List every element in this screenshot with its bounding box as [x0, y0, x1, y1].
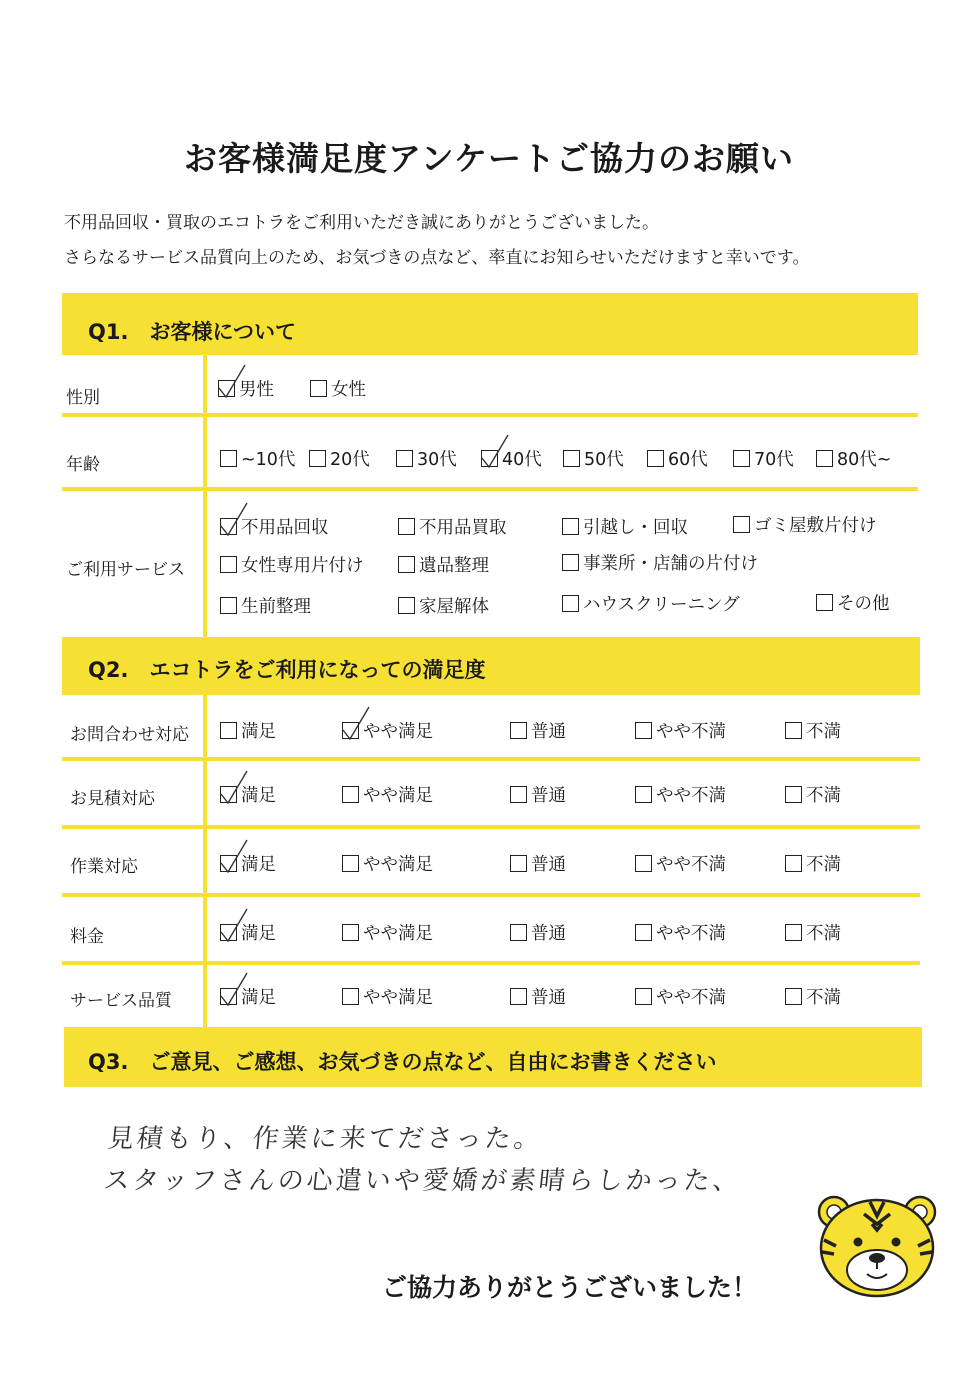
checked-checkbox-icon[interactable]	[220, 786, 237, 803]
option-label: やや満足	[363, 786, 433, 806]
option-label: 普通	[531, 786, 566, 806]
option-label: やや満足	[363, 722, 433, 742]
satisfaction-option[interactable]	[785, 782, 841, 807]
checkbox-icon[interactable]	[562, 554, 579, 571]
option-label: 不満	[806, 786, 841, 806]
age-label: 年齢	[66, 455, 100, 475]
option-label: 家屋解体	[419, 597, 489, 617]
checked-checkbox-icon[interactable]	[481, 450, 498, 467]
checkbox-icon[interactable]	[220, 722, 237, 739]
checkbox-icon[interactable]	[310, 380, 327, 397]
checkbox-icon[interactable]	[342, 786, 359, 803]
option-label: やや満足	[363, 988, 433, 1008]
option-label: 普通	[531, 988, 566, 1008]
age-option[interactable]	[220, 446, 295, 471]
age-option[interactable]	[481, 446, 542, 471]
checkbox-icon[interactable]	[342, 855, 359, 872]
option-label: ~10代	[241, 450, 296, 470]
checkbox-icon[interactable]	[733, 516, 750, 533]
satisfaction-option[interactable]	[342, 782, 433, 807]
service-option[interactable]	[398, 514, 507, 539]
option-label: 30代	[417, 450, 457, 470]
option-label: 事業所・店舗の片付け	[583, 554, 758, 574]
option-label: 80代~	[837, 450, 892, 470]
age-option[interactable]	[733, 446, 794, 471]
option-label: 普通	[531, 855, 566, 875]
checked-checkbox-icon[interactable]	[220, 924, 237, 941]
satisfaction-option[interactable]	[510, 920, 566, 945]
option-label: 満足	[241, 722, 276, 742]
satisfaction-option[interactable]	[635, 851, 726, 876]
checkbox-icon[interactable]	[635, 924, 652, 941]
option-label: 不満	[806, 988, 841, 1008]
service-option[interactable]	[816, 590, 890, 615]
divider	[62, 961, 920, 965]
option-label: やや不満	[656, 855, 726, 875]
option-label: 生前整理	[241, 597, 311, 617]
service-option[interactable]	[220, 593, 311, 618]
option-label: ハウスクリーニング	[583, 595, 740, 615]
checkbox-icon[interactable]	[635, 855, 652, 872]
satisfaction-row-label: お問合わせ対応	[70, 725, 189, 745]
satisfaction-row-label: 料金	[70, 927, 104, 947]
checkbox-icon[interactable]	[785, 855, 802, 872]
checkbox-icon[interactable]	[510, 855, 527, 872]
satisfaction-option[interactable]	[510, 782, 566, 807]
tiger-mascot-icon	[812, 1190, 942, 1300]
option-label: その他	[837, 594, 890, 614]
intro-line-1: 不用品回収・買取のエコトラをご利用いただき誠にありがとうございました。	[64, 213, 659, 233]
option-label: 20代	[330, 450, 370, 470]
satisfaction-option[interactable]	[785, 920, 841, 945]
checkbox-icon[interactable]	[398, 597, 415, 614]
checkbox-icon[interactable]	[785, 786, 802, 803]
option-label: 50代	[584, 450, 624, 470]
option-label: やや不満	[656, 722, 726, 742]
satisfaction-option[interactable]	[635, 718, 726, 743]
checked-checkbox-icon[interactable]	[220, 518, 237, 535]
checkbox-icon[interactable]	[635, 786, 652, 803]
checkbox-icon[interactable]	[785, 988, 802, 1005]
service-option[interactable]	[398, 593, 489, 618]
option-label: やや満足	[363, 924, 433, 944]
satisfaction-option[interactable]	[785, 718, 841, 743]
satisfaction-option[interactable]	[220, 920, 276, 945]
q2-column-divider	[203, 695, 207, 1027]
option-label: 女性専用片付け	[241, 556, 364, 576]
option-label: 不満	[806, 722, 841, 742]
option-label: 60代	[668, 450, 708, 470]
checkbox-icon[interactable]	[309, 450, 326, 467]
checkbox-icon[interactable]	[510, 722, 527, 739]
option-label: 普通	[531, 722, 566, 742]
satisfaction-option[interactable]	[220, 718, 276, 743]
option-label: 不満	[806, 855, 841, 875]
option-label: やや不満	[656, 786, 726, 806]
handwritten-answer-line-1: 見積もり、作業に来てださった。	[106, 1124, 545, 1154]
satisfaction-option[interactable]	[635, 984, 726, 1009]
age-option[interactable]	[309, 446, 370, 471]
checkbox-icon[interactable]	[220, 597, 237, 614]
option-label: やや満足	[363, 855, 433, 875]
checkbox-icon[interactable]	[398, 556, 415, 573]
checkbox-icon[interactable]	[562, 595, 579, 612]
checkbox-icon[interactable]	[785, 924, 802, 941]
option-label: 引越し・回収	[583, 518, 688, 538]
checkbox-icon[interactable]	[220, 556, 237, 573]
checked-checkbox-icon[interactable]	[342, 722, 359, 739]
checkbox-icon[interactable]	[396, 450, 413, 467]
service-option[interactable]	[562, 591, 740, 616]
option-label: 不用品回収	[241, 518, 329, 538]
divider	[62, 893, 920, 897]
satisfaction-option[interactable]	[220, 984, 276, 1009]
checkbox-icon[interactable]	[635, 988, 652, 1005]
option-label: 女性	[331, 380, 366, 400]
checkbox-icon[interactable]	[635, 722, 652, 739]
age-option[interactable]	[816, 446, 891, 471]
age-option[interactable]	[396, 446, 457, 471]
option-label: 70代	[754, 450, 794, 470]
divider	[62, 825, 920, 829]
satisfaction-option[interactable]	[220, 782, 276, 807]
satisfaction-option[interactable]	[510, 851, 566, 876]
divider	[62, 487, 918, 491]
q1-column-divider	[203, 355, 207, 637]
divider	[62, 413, 918, 417]
handwritten-answer-line-2: スタッフさんの心遣いや愛嬌が素晴らしかった、	[102, 1166, 744, 1196]
closing-message: ご協力ありがとうございました！	[382, 1273, 758, 1302]
q3-title: Q3. ご意見、ご感想、お気づきの点など、自由にお書きください	[88, 1050, 717, 1074]
option-label: 不満	[806, 924, 841, 944]
satisfaction-row-label: サービス品質	[70, 991, 172, 1011]
satisfaction-option[interactable]	[220, 851, 276, 876]
checkbox-icon[interactable]	[647, 450, 664, 467]
option-label: 満足	[241, 855, 276, 875]
q1-title: Q1. お客様について	[88, 320, 297, 344]
checkbox-icon[interactable]	[510, 786, 527, 803]
satisfaction-option[interactable]	[342, 984, 433, 1009]
page-title: お客様満足度アンケートご協力のお願い	[183, 139, 795, 178]
satisfaction-option[interactable]	[785, 851, 841, 876]
option-label: ゴミ屋敷片付け	[754, 516, 877, 536]
option-label: やや不満	[656, 988, 726, 1008]
option-label: 満足	[241, 988, 276, 1008]
checked-checkbox-icon[interactable]	[220, 988, 237, 1005]
option-label: 40代	[502, 450, 542, 470]
option-label: 男性	[239, 380, 274, 400]
satisfaction-option[interactable]	[342, 718, 433, 743]
satisfaction-option[interactable]	[342, 920, 433, 945]
option-label: 普通	[531, 924, 566, 944]
checkbox-icon[interactable]	[510, 988, 527, 1005]
satisfaction-option[interactable]	[635, 920, 726, 945]
option-label: 満足	[241, 786, 276, 806]
satisfaction-option[interactable]	[785, 984, 841, 1009]
checkbox-icon[interactable]	[398, 518, 415, 535]
option-label: 不用品買取	[419, 518, 507, 538]
age-option[interactable]	[563, 446, 624, 471]
gender-option[interactable]	[310, 376, 366, 401]
divider	[62, 757, 920, 761]
satisfaction-row-label: お見積対応	[70, 789, 155, 809]
service-label: ご利用サービス	[66, 560, 185, 580]
intro-line-2: さらなるサービス品質向上のため、お気づきの点など、率直にお知らせいただけますと幸いです。	[64, 248, 810, 268]
checkbox-icon[interactable]	[816, 594, 833, 611]
checkbox-icon[interactable]	[733, 450, 750, 467]
checked-checkbox-icon[interactable]	[220, 855, 237, 872]
service-option[interactable]	[398, 552, 489, 577]
checked-checkbox-icon[interactable]	[218, 380, 235, 397]
satisfaction-option[interactable]	[510, 984, 566, 1009]
checkbox-icon[interactable]	[563, 450, 580, 467]
service-option[interactable]	[733, 512, 877, 537]
satisfaction-option[interactable]	[342, 851, 433, 876]
satisfaction-option[interactable]	[510, 718, 566, 743]
checkbox-icon[interactable]	[816, 450, 833, 467]
checkbox-icon[interactable]	[220, 450, 237, 467]
gender-label: 性別	[66, 388, 100, 408]
option-label: やや不満	[656, 924, 726, 944]
satisfaction-option[interactable]	[635, 782, 726, 807]
checkbox-icon[interactable]	[562, 518, 579, 535]
checkbox-icon[interactable]	[342, 924, 359, 941]
service-option[interactable]	[220, 514, 329, 539]
age-option[interactable]	[647, 446, 708, 471]
service-option[interactable]	[220, 552, 364, 577]
satisfaction-row-label: 作業対応	[70, 857, 138, 877]
checkbox-icon[interactable]	[342, 988, 359, 1005]
service-option[interactable]	[562, 514, 688, 539]
checkbox-icon[interactable]	[785, 722, 802, 739]
gender-option[interactable]	[218, 376, 274, 401]
option-label: 遺品整理	[419, 556, 489, 576]
checkbox-icon[interactable]	[510, 924, 527, 941]
option-label: 満足	[241, 924, 276, 944]
service-option[interactable]	[562, 550, 758, 575]
q2-title: Q2. エコトラをご利用になっての満足度	[88, 658, 486, 682]
